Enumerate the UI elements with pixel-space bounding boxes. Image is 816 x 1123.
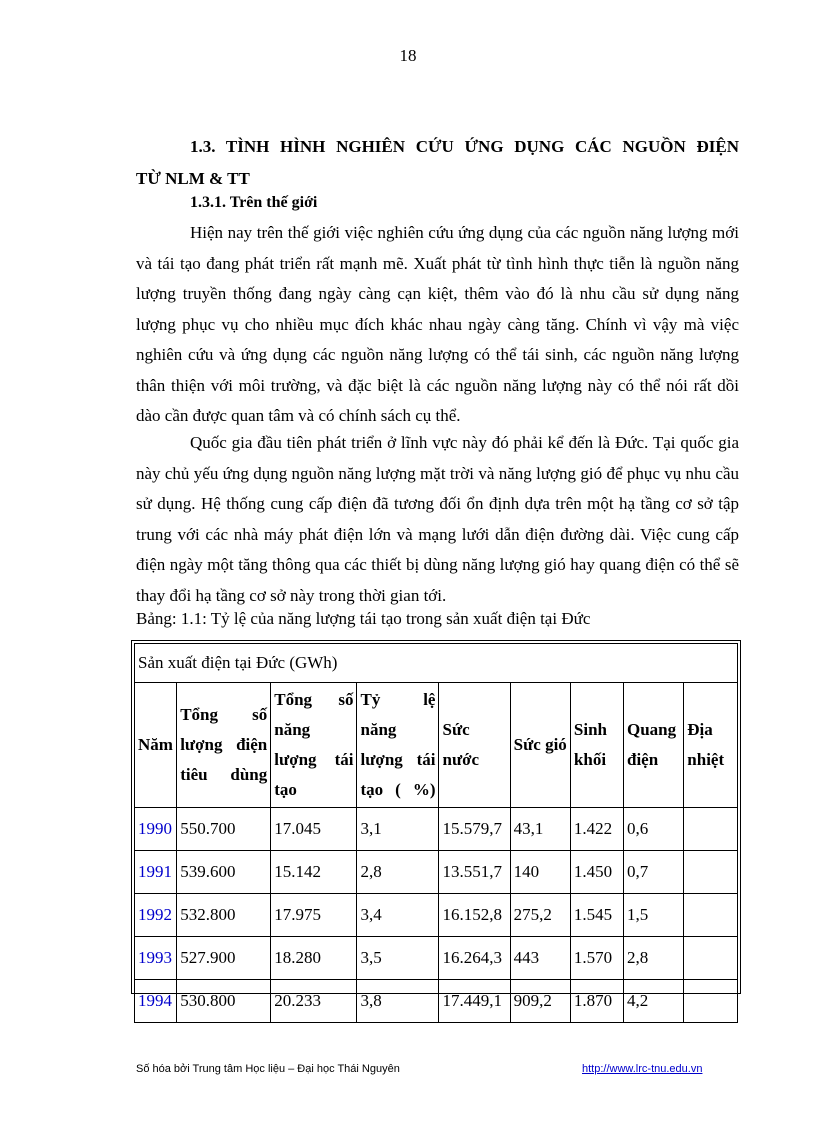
page-number: 18 — [399, 46, 417, 65]
table-frame — [131, 640, 741, 1010]
paragraph-1 — [136, 218, 739, 432]
cell-total: 539.600 — [177, 851, 271, 894]
cell-year: 1990 — [135, 808, 177, 851]
header-hydro: Sức nước — [439, 683, 510, 808]
cell-renewable-ratio: 3,1 — [357, 808, 439, 851]
cell-solar: 4,2 — [623, 980, 683, 1023]
cell-total: 530.800 — [177, 980, 271, 1023]
cell-renewable-total: 17.045 — [271, 808, 357, 851]
cell-total: 527.900 — [177, 937, 271, 980]
cell-biomass: 1.450 — [570, 851, 623, 894]
section-heading-line-2: TỪ NLM & TT — [136, 169, 250, 188]
cell-geothermal — [684, 894, 738, 937]
footer-link[interactable]: http://www.lrc-tnu.edu.vn — [582, 1063, 703, 1075]
header-wind: Sức gió — [510, 683, 570, 808]
paragraph-text: Hiện nay trên thế giới việc nghiên cứu ứng dụng của các nguồn năng lượng mới và tái tạo đang phát triển rất mạnh mẽ. Xuất phát từ tình hình thực tiễn là nguồn năng lượng truyền thống đang ngày càng cạn kiệt, thêm vào đó là nhu cầu sử dụng năng lượng phục vụ cho nhiều mục đích khác nhau ngày càng tăng. Chính vì vậy mà việc nghiên cứu và ứng dụng các nguồn năng lượng có thể tái sinh, các nguồn năng lượng thân thiện với môi trường, và đặc biệt là các nguồn năng lượng này có thể nói rất dồi dào cần được quan tâm và có chính sách cụ thể. — [136, 223, 739, 425]
section-heading-line-1: 1.3. TÌNH HÌNH NGHIÊN CỨU ỨNG DỤNG CÁC NGUỒN ĐIỆN — [190, 137, 739, 156]
table-row — [135, 937, 738, 980]
cell-year: 1993 — [135, 937, 177, 980]
subsection-heading: 1.3.1. Trên thế giới — [190, 194, 318, 211]
cell-wind: 43,1 — [510, 808, 570, 851]
cell-biomass: 1.870 — [570, 980, 623, 1023]
table-row — [135, 808, 738, 851]
electricity-table — [134, 643, 738, 1023]
cell-renewable-ratio: 2,8 — [357, 851, 439, 894]
cell-solar: 1,5 — [623, 894, 683, 937]
cell-wind: 443 — [510, 937, 570, 980]
cell-biomass: 1.545 — [570, 894, 623, 937]
cell-geothermal — [684, 851, 738, 894]
cell-year: 1991 — [135, 851, 177, 894]
table-caption: Bảng: 1.1: Tỷ lệ của năng lượng tái tạo trong sản xuất điện tại Đức — [136, 609, 591, 628]
cell-wind: 909,2 — [510, 980, 570, 1023]
table-header-row — [135, 683, 738, 808]
table-title: Sản xuất điện tại Đức (GWh) — [135, 644, 738, 683]
cell-solar: 2,8 — [623, 937, 683, 980]
cell-hydro: 16.264,3 — [439, 937, 510, 980]
cell-renewable-total: 17.975 — [271, 894, 357, 937]
header-biomass: Sinh khối — [570, 683, 623, 808]
header-renewable-total: Tổng số năng lượng tái tạo — [271, 683, 357, 808]
cell-hydro: 13.551,7 — [439, 851, 510, 894]
cell-hydro: 16.152,8 — [439, 894, 510, 937]
cell-solar: 0,6 — [623, 808, 683, 851]
cell-solar: 0,7 — [623, 851, 683, 894]
cell-geothermal — [684, 808, 738, 851]
cell-total: 550.700 — [177, 808, 271, 851]
section-heading — [136, 131, 739, 195]
table-row — [135, 851, 738, 894]
cell-year: 1994 — [135, 980, 177, 1023]
cell-total: 532.800 — [177, 894, 271, 937]
cell-geothermal — [684, 980, 738, 1023]
cell-renewable-ratio: 3,5 — [357, 937, 439, 980]
paragraph-text: Quốc gia đầu tiên phát triển ở lĩnh vực này đó phải kể đến là Đức. Tại quốc gia này chủ yếu ứng dụng nguồn năng lượng mặt trời và năng lượng gió để phục vụ nhu cầu sử dụng. Hệ thống cung cấp điện đã tương đối ổn định dựa trên một hạ tầng cơ sở tập trung với các nhà máy phát điện lớn và mạng lưới dẫn điện đường dài. Việc cung cấp điện ngày một tăng thông qua các thiết bị dùng năng lượng gió hay quang điện có thể sẽ thay đổi hạ tầng cơ sở này trong thời gian tới. — [136, 433, 739, 605]
footer-credit: Số hóa bởi Trung tâm Học liệu – Đại học Thái Nguyên — [136, 1063, 400, 1075]
cell-year: 1992 — [135, 894, 177, 937]
cell-renewable-ratio: 3,4 — [357, 894, 439, 937]
cell-wind: 140 — [510, 851, 570, 894]
cell-hydro: 15.579,7 — [439, 808, 510, 851]
header-year: Năm — [135, 683, 177, 808]
cell-renewable-total: 20.233 — [271, 980, 357, 1023]
cell-biomass: 1.570 — [570, 937, 623, 980]
table-row — [135, 980, 738, 1023]
header-geothermal: Địa nhiệt — [684, 683, 738, 808]
header-solar: Quang điện — [623, 683, 683, 808]
table-row — [135, 894, 738, 937]
cell-renewable-total: 15.142 — [271, 851, 357, 894]
cell-renewable-ratio: 3,8 — [357, 980, 439, 1023]
header-total: Tổng số lượng điện tiêu dùng — [177, 683, 271, 808]
cell-geothermal — [684, 937, 738, 980]
cell-wind: 275,2 — [510, 894, 570, 937]
header-renewable-ratio: Tỷ lệ năng lượng tái tạo ( %) — [357, 683, 439, 808]
cell-renewable-total: 18.280 — [271, 937, 357, 980]
cell-biomass: 1.422 — [570, 808, 623, 851]
paragraph-2 — [136, 428, 739, 611]
cell-hydro: 17.449,1 — [439, 980, 510, 1023]
